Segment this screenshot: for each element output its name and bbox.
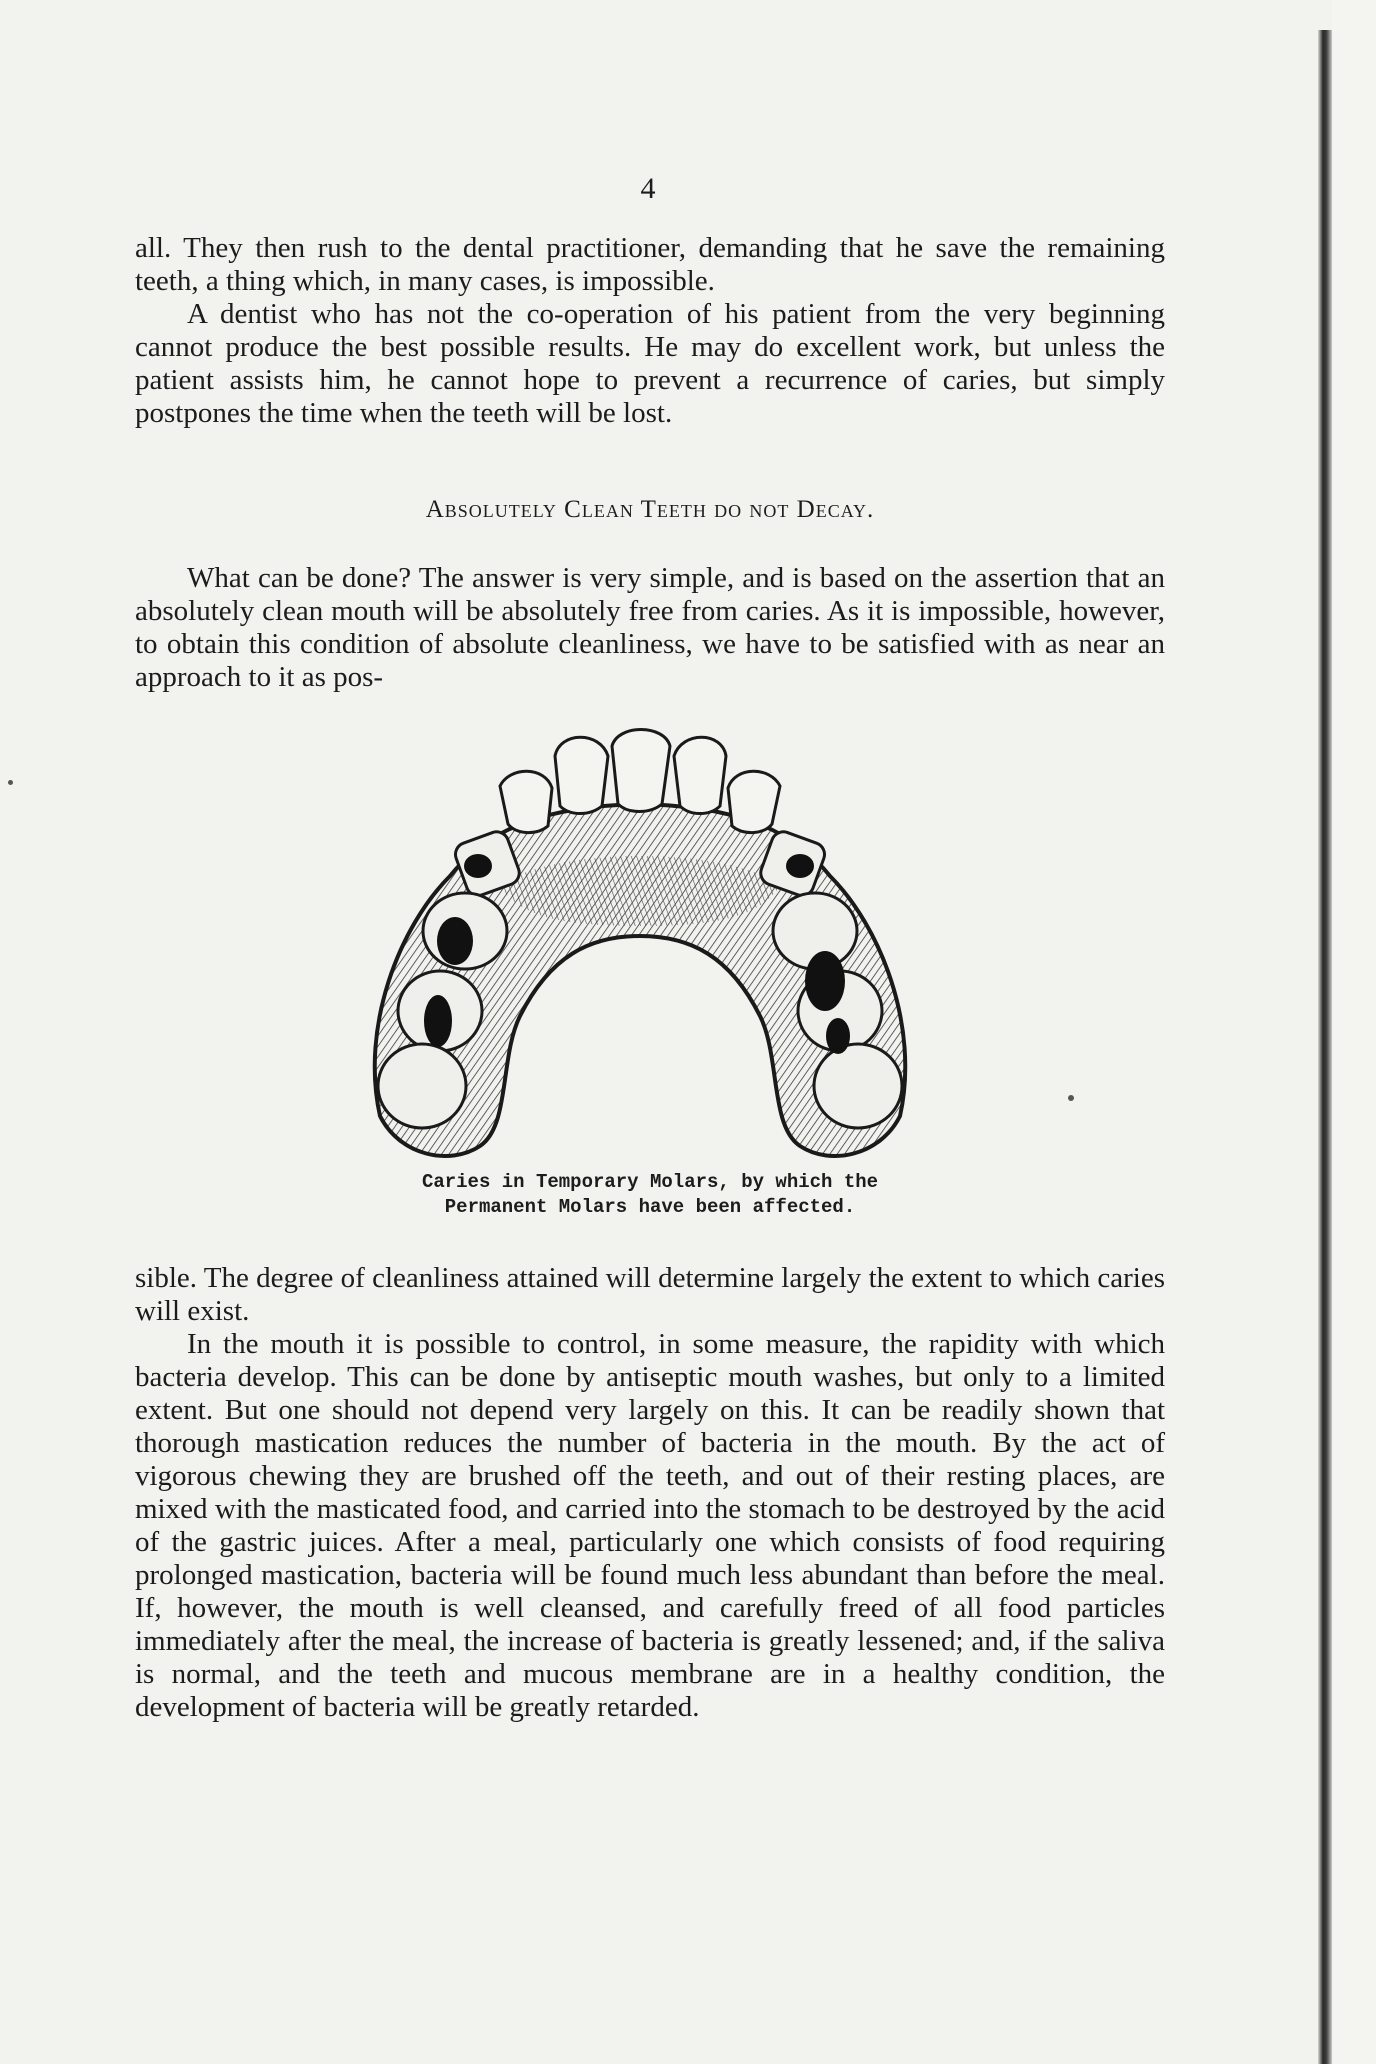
middle-text-section — [135, 562, 1165, 694]
caption-line-1: Caries in Temporary Molars, by which the — [421, 1171, 879, 1193]
caption-line-2: Permanent Molars have been affected. — [444, 1196, 856, 1218]
paper-speck — [8, 780, 13, 785]
page-right-margin — [1332, 0, 1376, 2064]
paper-speck — [1068, 1095, 1074, 1101]
figure-caption — [135, 1170, 1165, 1220]
top-text-section — [135, 232, 1165, 430]
paragraph-what-can-be-done: What can be done? The answer is very simple, and is based on the assertion that an absolutely clean mouth will be absolutely free from caries. As it is impossible, however, to obtain this condition of absolute cleanliness, we have to be satisfied with as near an approach to it as pos- — [135, 562, 1165, 693]
bottom-text-section — [135, 1262, 1165, 1724]
section-heading: Absolutely Clean Teeth do not Decay. — [425, 496, 875, 523]
paragraph-dentist-cooperation: A dentist who has not the co-operation of his patient from the very beginning cannot produce the best possible results. He may do excellent work, but unless the patient assists him, he cannot hope to prevent a recurrence of caries, but simply postpones the time when the teeth will be lost. — [135, 298, 1165, 429]
paragraph-sible: sible. The degree of cleanliness attained will determine largely the extent to which caries will exist. — [135, 1262, 1165, 1327]
paragraph-continuation: all. They then rush to the dental practitioner, demanding that he save the remaining teeth, a thing which, in many cases, is impossible. — [135, 232, 1165, 297]
paragraph-bacteria-control: In the mouth it is possible to control, in some measure, the rapidity with which bacteria develop. This can be done by antiseptic mouth washes, but only to a limited extent. But one should not depend very largely on this. It can be readily shown that thorough mastication reduces the number of bacteria in the mouth. By the act of vigorous chewing they are brushed off the teeth, and out of their resting places, are mixed with the masticated food, and carried into the stomach to be destroyed by the acid of the gastric juices. After a meal, particularly one which consists of food requiring prolonged mastication, bacteria will be found much less abundant than before the meal. If, however, the mouth is well cleansed, and carefully freed of all food particles immediately after the meal, the increase of bacteria is greatly lessened; and, if the saliva is normal, and the teeth and mucous membrane are in a healthy condition, the development of bacteria will be greatly retarded. — [135, 1328, 1165, 1723]
dental-arch-illustration — [360, 726, 920, 1166]
book-binding-edge — [1318, 30, 1332, 2064]
page-number: 4 — [640, 172, 656, 205]
